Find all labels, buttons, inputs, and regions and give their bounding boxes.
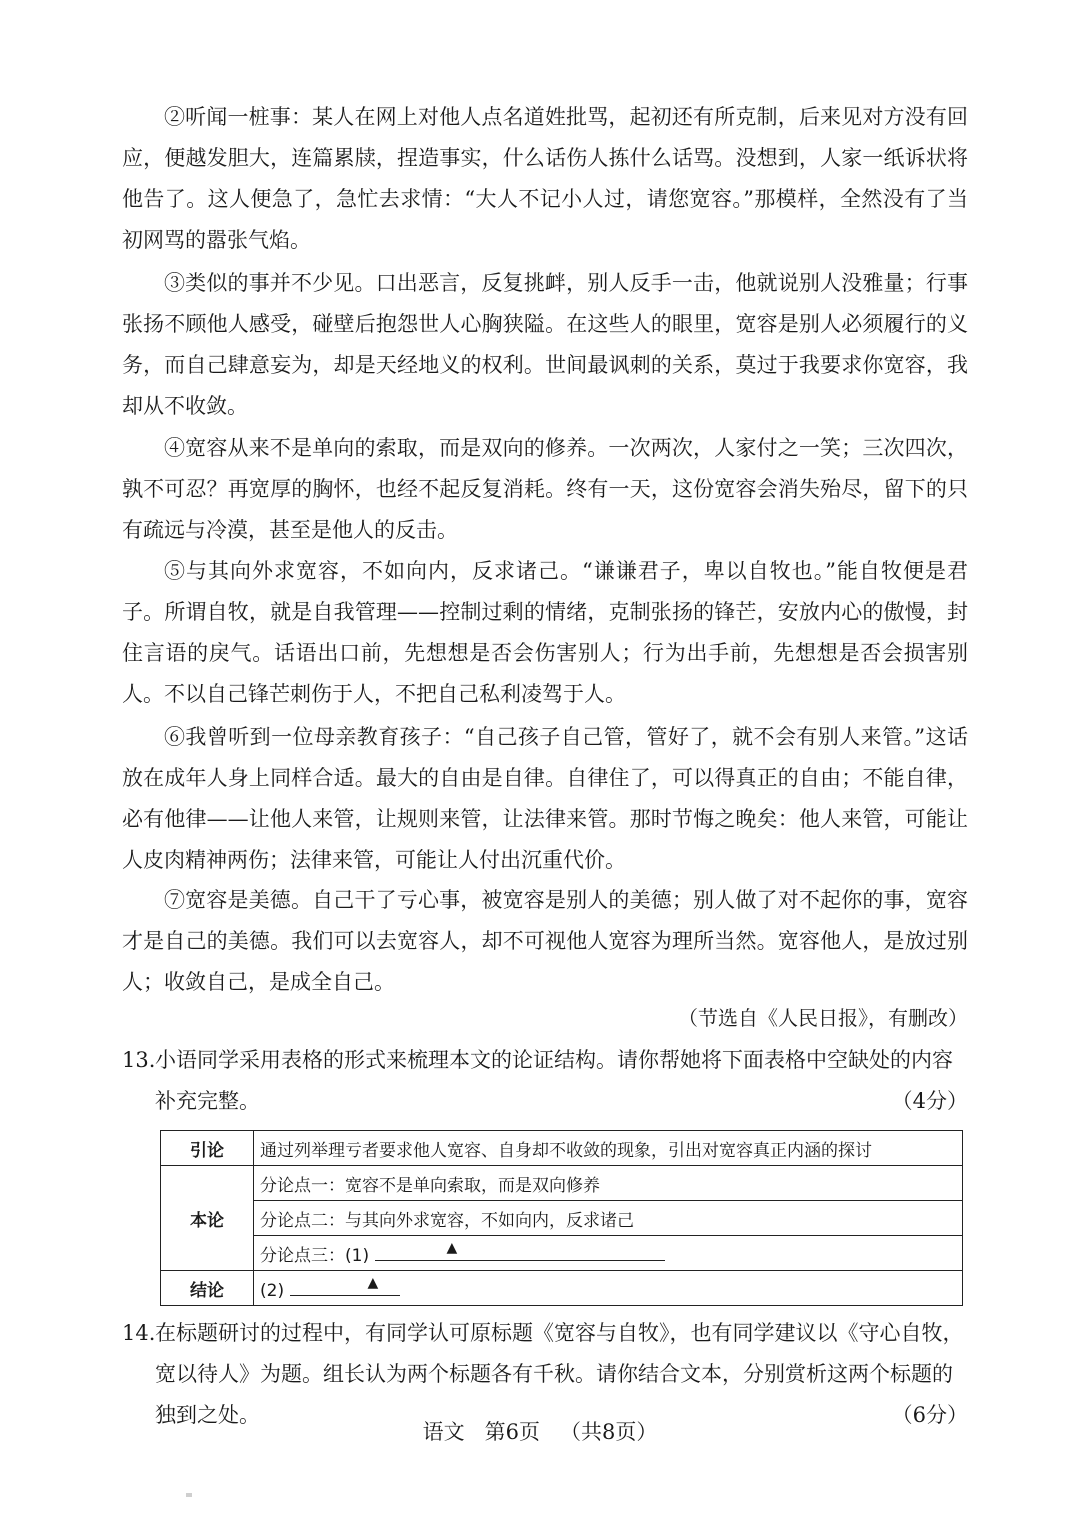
- intro-label: 引论: [161, 1131, 254, 1166]
- blank-mark-icon: ▲: [446, 1240, 458, 1256]
- footer-subject: 语文: [422, 1420, 465, 1444]
- scan-mark: [186, 1493, 192, 1497]
- footer-page: 第6页: [484, 1420, 540, 1444]
- question-14-number: 14.: [122, 1321, 156, 1345]
- sub-point-3-cell: [254, 1236, 963, 1271]
- paragraph-2: ②听闻一桩事：某人在网上对他人点名道姓批骂，起初还有所克制，后来见对方没有回应，便越发胆大，连篇累牍，捏造事实，什么话伤人拣什么话骂。没想到，人家一纸诉状将他告了。这人便急了，急忙去求情：“大人不记小人过，请您宽容。”那模样，全然没有了当初网骂的嚣张气焰。: [122, 105, 968, 252]
- conclusion-label-2: (2): [260, 1281, 285, 1301]
- conclusion-label: 结论: [161, 1271, 254, 1306]
- paragraph-6: ⑥我曾听到一位母亲教育孩子：“自己孩子自己管，管好了，就不会有别人来管。”这话放在成年人身上同样合适。最大的自由是自律。自律住了，可以得真正的自由；不能自律，必有他律——让他人来管，让规则来管，让法律来管。那时节悔之晚矣：他人来管，可能让人皮肉精神两伤；法律来管，可能让人付出沉重代价。: [122, 725, 968, 872]
- question-13-text: 小语同学采用表格的形式来梳理本文的论证结构。请你帮她将下面表格中空缺处的内容补充完整。: [155, 1048, 953, 1113]
- paragraph-7: ⑦宽容是美德。自己干了亏心事，被宽容是别人的美德；别人做了对不起你的事，宽容才是自己的美德。我们可以去宽容人，却不可视他人宽容为理所当然。宽容他人，是放过别人；收敛自己，是成全自己。: [122, 888, 968, 994]
- table-row-intro: [161, 1131, 963, 1166]
- question-14-score: （6分）: [891, 1403, 968, 1427]
- sub-point-2: 分论点二：与其向外求宽容，不如向内，反求诸己: [254, 1201, 963, 1236]
- table-row-conclusion: [161, 1271, 963, 1306]
- question-13-score: （4分）: [891, 1089, 968, 1113]
- intro-text: 通过列举理亏者要求他人宽容、自身却不收敛的现象，引出对宽容真正内涵的探讨: [254, 1131, 963, 1166]
- table-row-body-1: [161, 1166, 963, 1201]
- table-row-body-3: [161, 1236, 963, 1271]
- source-note: （节选自《人民日报》，有删改）: [678, 1006, 968, 1030]
- footer-total: （共8页）: [560, 1420, 658, 1444]
- blank-mark-icon: ▲: [367, 1275, 379, 1291]
- page-footer: [0, 1416, 1080, 1446]
- paragraph-4: ④宽容从来不是单向的索取，而是双向的修养。一次两次，人家付之一笑；三次四次，孰不可忍？再宽厚的胸怀，也经不起反复消耗。终有一天，这份宽容会消失殆尽，留下的只有疏远与冷漠，甚至是他人的反击。: [122, 436, 968, 542]
- body-label: 本论: [161, 1166, 254, 1271]
- sub-point-1: 分论点一：宽容不是单向索取，而是双向修养: [254, 1166, 963, 1201]
- answer-blank-1[interactable]: [375, 1240, 665, 1261]
- argument-structure-table: [160, 1130, 963, 1306]
- paragraph-3: ③类似的事并不少见。口出恶言，反复挑衅，别人反手一击，他就说别人没雅量；行事张扬不顾他人感受，碰壁后抱怨世人心胸狭隘。在这些人的眼里，宽容是别人必须履行的义务，而自己肆意妄为，却是天经地义的权利。世间最讽刺的关系，莫过于我要求你宽容，我却从不收敛。: [122, 271, 968, 418]
- table-row-body-2: [161, 1201, 963, 1236]
- answer-blank-2[interactable]: [290, 1275, 400, 1296]
- sub-point-3-label: 分论点三：(1): [260, 1246, 370, 1266]
- paragraph-5: ⑤与其向外求宽容，不如向内，反求诸己。“谦谦君子，卑以自牧也。”能自牧便是君子。所谓自牧，就是自我管理——控制过剩的情绪，克制张扬的锋芒，安放内心的傲慢，封住言语的戾气。话语出口前，先想想是否会伤害别人；行为出手前，先想想是否会损害别人。不以自己锋芒刺伤于人，不把自己私利凌驾于人。: [122, 559, 968, 706]
- question-13-number: 13.: [122, 1048, 156, 1072]
- conclusion-cell: [254, 1271, 963, 1306]
- question-14-text: 在标题研讨的过程中，有同学认可原标题《宽容与自牧》，也有同学建议以《守心自牧，宽以待人》为题。组长认为两个标题各有千秋。请你结合文本，分别赏析这两个标题的独到之处。: [155, 1321, 964, 1427]
- question-13: [122, 1040, 968, 1122]
